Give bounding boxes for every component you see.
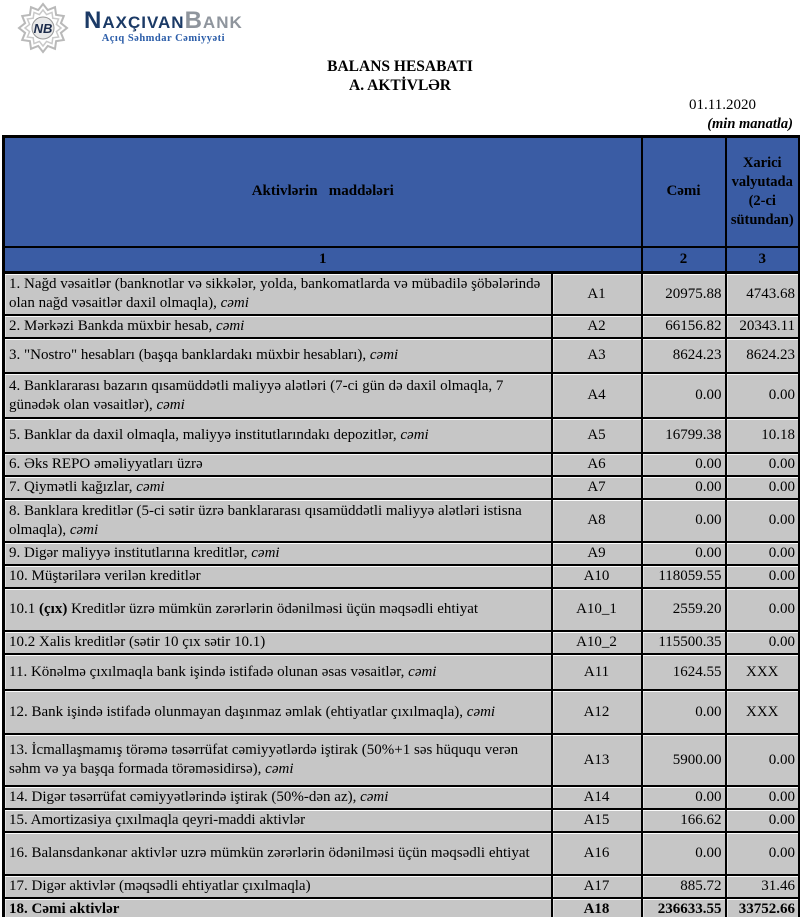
row-description: 16. Balansdankənar aktivlər uzrə mümkün zərərlərin ödənilməsi üçün məqsədli ehtiyat <box>4 832 552 875</box>
row-foreign-currency-value: 0.00 <box>726 542 800 565</box>
row-description: 12. Bank işində istifadə olunmayan daşınmaz əmlak (ehtiyatlar çıxılmaqla), cəmi <box>4 690 552 734</box>
table-row <box>4 373 800 418</box>
row-description: 8. Banklara kreditlər (5-ci sətir üzrə banklararası qısamüddətli maliyyə alətləri istisna olmaqla), cəmi <box>4 499 552 542</box>
column-number-3: 3 <box>726 247 800 273</box>
bank-name-primary: Naxçıvan <box>84 7 185 34</box>
row-code: A17 <box>552 875 642 898</box>
row-description: 17. Digər aktivlər (məqsədli ehtiyatlar çıxılmaqla) <box>4 875 552 898</box>
row-description: 5. Banklar da daxil olmaqla, maliyyə institutlarındakı depozitlər, cəmi <box>4 418 552 453</box>
table-row <box>4 588 800 631</box>
row-foreign-currency-value: 0.00 <box>726 373 800 418</box>
table-row <box>4 631 800 654</box>
report-date: 01.11.2020 <box>689 97 756 113</box>
row-total-value: 0.00 <box>642 499 726 542</box>
row-foreign-currency-value: 10.18 <box>726 418 800 453</box>
column-numbering-row <box>4 247 800 273</box>
bank-subtitle: Açıq Səhmdar Cəmiyyəti <box>101 33 226 44</box>
document-title-line1: BALANS HESABATI <box>327 58 473 75</box>
row-code: A6 <box>552 453 642 476</box>
row-foreign-currency-value: 0.00 <box>726 476 800 499</box>
row-total-value: 236633.55 <box>642 898 726 917</box>
table-row <box>4 338 800 373</box>
row-total-value: 20975.88 <box>642 273 726 316</box>
table-row <box>4 832 800 875</box>
table-row <box>4 786 800 809</box>
row-description: 14. Digər təsərrüfat cəmiyyətlərində iştirak (50%-dən az), cəmi <box>4 786 552 809</box>
row-code: A7 <box>552 476 642 499</box>
table-row <box>4 542 800 565</box>
row-total-value: 2559.20 <box>642 588 726 631</box>
row-foreign-currency-value: 0.00 <box>726 809 800 832</box>
row-description: 11. Könəlmə çıxılmaqla bank işində istifadə olunan əsas vəsaitlər, cəmi <box>4 654 552 690</box>
table-row <box>4 809 800 832</box>
header-row <box>4 137 800 247</box>
row-description: 10.2 Xalis kreditlər (sətir 10 çıx sətir 10.1) <box>4 631 552 654</box>
row-code: A1 <box>552 273 642 316</box>
row-code: A13 <box>552 734 642 786</box>
row-description: 9. Digər maliyyə institutlarına kreditlər, cəmi <box>4 542 552 565</box>
row-foreign-currency-value: 8624.23 <box>726 338 800 373</box>
row-total-value: 0.00 <box>642 786 726 809</box>
column-header-items: Aktivlərin maddələri <box>4 137 642 247</box>
row-code: A10_2 <box>552 631 642 654</box>
row-foreign-currency-value: 0.00 <box>726 453 800 476</box>
row-code: A12 <box>552 690 642 734</box>
row-foreign-currency-value: 31.46 <box>726 875 800 898</box>
row-description: 13. İcmallaşmamış törəmə təsərrüfat cəmiyyətlərdə iştirak (50%+1 səs hüququ verən səhm və ya başqa formada törəməsidirsə), cəmi <box>4 734 552 786</box>
row-total-value: 118059.55 <box>642 565 726 588</box>
row-code: A8 <box>552 499 642 542</box>
row-foreign-currency-value: 33752.66 <box>726 898 800 917</box>
row-code: A11 <box>552 654 642 690</box>
row-foreign-currency-value: 0.00 <box>726 565 800 588</box>
table-row <box>4 273 800 316</box>
row-total-value: 0.00 <box>642 690 726 734</box>
row-foreign-currency-value: XXX <box>726 690 800 734</box>
page-header <box>0 0 800 135</box>
row-total-value: 0.00 <box>642 542 726 565</box>
row-description: 18. Cəmi aktivlər <box>4 898 552 917</box>
row-description: 6. Əks REPO əməliyyatları üzrə <box>4 453 552 476</box>
bank-logo-text <box>84 7 243 44</box>
row-description: 10. Müştərilərə verilən kreditlər <box>4 565 552 588</box>
column-number-2: 2 <box>642 247 726 273</box>
table-row <box>4 734 800 786</box>
row-total-value: 0.00 <box>642 453 726 476</box>
table-row <box>4 875 800 898</box>
bank-seal-icon <box>12 2 74 54</box>
row-code: A14 <box>552 786 642 809</box>
assets-table-body <box>4 273 800 917</box>
row-code: A2 <box>552 315 642 338</box>
document-title-line2: A. AKTİVLƏR <box>349 77 451 94</box>
row-description: 10.1 (çıx) Kreditlər üzrə mümkün zərərlərin ödənilməsi üçün məqsədli ehtiyat <box>4 588 552 631</box>
row-code: A16 <box>552 832 642 875</box>
row-total-value: 885.72 <box>642 875 726 898</box>
table-row <box>4 654 800 690</box>
row-code: A9 <box>552 542 642 565</box>
row-foreign-currency-value: 20343.11 <box>726 315 800 338</box>
table-row <box>4 476 800 499</box>
row-description: 4. Banklararası bazarın qısamüddətli maliyyə alətləri (7-ci gün də daxil olmaqla, 7 günədək olan vəsaitlər), cəmi <box>4 373 552 418</box>
row-total-value: 166.62 <box>642 809 726 832</box>
row-total-value: 8624.23 <box>642 338 726 373</box>
row-description: 7. Qiymətli kağızlar, cəmi <box>4 476 552 499</box>
row-code: A18 <box>552 898 642 917</box>
row-total-value: 1624.55 <box>642 654 726 690</box>
document-title <box>0 57 800 95</box>
column-number-1: 1 <box>4 247 642 273</box>
unit-note: (min manatla) <box>707 116 793 132</box>
row-code: A15 <box>552 809 642 832</box>
bank-logo <box>12 2 243 54</box>
row-description: 2. Mərkəzi Bankda müxbir hesab, cəmi <box>4 315 552 338</box>
table-row <box>4 453 800 476</box>
column-header-total: Cəmi <box>642 137 726 247</box>
table-row <box>4 499 800 542</box>
row-foreign-currency-value: 0.00 <box>726 499 800 542</box>
row-description: 3. "Nostro" hesabları (başqa banklardakı müxbir hesabları), cəmi <box>4 338 552 373</box>
table-row <box>4 315 800 338</box>
table-row <box>4 898 800 917</box>
row-description: 15. Amortizasiya çıxılmaqla qeyri-maddi aktivlər <box>4 809 552 832</box>
table-row <box>4 565 800 588</box>
row-total-value: 16799.38 <box>642 418 726 453</box>
row-foreign-currency-value: 0.00 <box>726 631 800 654</box>
row-foreign-currency-value: XXX <box>726 654 800 690</box>
column-header-foreign-currency: Xarici valyutada (2-ci sütundan) <box>726 137 800 247</box>
row-total-value: 0.00 <box>642 832 726 875</box>
row-total-value: 115500.35 <box>642 631 726 654</box>
assets-table <box>2 135 800 917</box>
row-code: A10 <box>552 565 642 588</box>
row-total-value: 0.00 <box>642 373 726 418</box>
row-foreign-currency-value: 0.00 <box>726 832 800 875</box>
row-foreign-currency-value: 0.00 <box>726 588 800 631</box>
row-total-value: 66156.82 <box>642 315 726 338</box>
bank-name <box>84 7 243 34</box>
row-foreign-currency-value: 0.00 <box>726 734 800 786</box>
row-code: A10_1 <box>552 588 642 631</box>
row-total-value: 0.00 <box>642 476 726 499</box>
table-row <box>4 418 800 453</box>
bank-name-secondary: Bank <box>184 7 243 34</box>
row-foreign-currency-value: 4743.68 <box>726 273 800 316</box>
row-description: 1. Nağd vəsaitlər (banknotlar və sikkələr, yolda, bankomatlarda və mübadilə şöbələrində olan nağd vəsaitlər daxil olmaqla), cəmi <box>4 273 552 316</box>
table-row <box>4 690 800 734</box>
row-total-value: 5900.00 <box>642 734 726 786</box>
row-code: A5 <box>552 418 642 453</box>
assets-table-header <box>4 137 800 273</box>
row-code: A3 <box>552 338 642 373</box>
row-code: A4 <box>552 373 642 418</box>
bank-monogram: NB <box>33 21 53 36</box>
row-foreign-currency-value: 0.00 <box>726 786 800 809</box>
